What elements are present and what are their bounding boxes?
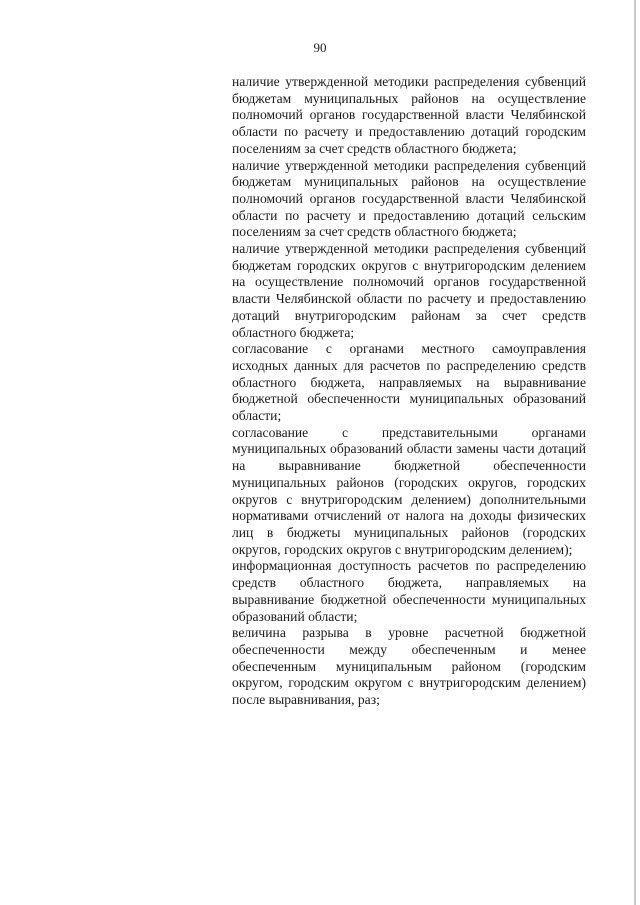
paragraph-4: согласование с органами местного самоуправления исходных данных для расчетов по распределению средств областного бюджета, направляемых на выравнивание бюджетной обеспеченности муниципальных образований области;	[232, 341, 586, 424]
paragraph-7: величина разрыва в уровне расчетной бюджетной обеспеченности между обеспеченным и менее обеспеченным муниципальным районом (городским округом, городским округом с внутригородским делением) после выравнивания, раз;	[232, 625, 586, 708]
document-body	[232, 74, 586, 709]
paragraph-6: информационная доступность расчетов по распределению средств областного бюджета, направляемых на выравнивание бюджетной обеспеченности муниципальных образований области;	[232, 558, 586, 624]
page-number: 90	[313, 40, 327, 55]
paragraph-2: наличие утвержденной методики распределения субвенций бюджетам муниципальных районов на осуществление полномочий органов государственной власти Челябинской области по расчету и предоставлению дотаций сельским поселениям за счет средств областного бюджета;	[232, 157, 586, 240]
paragraph-1: наличие утвержденной методики распределения субвенций бюджетам муниципальных районов на осуществление полномочий органов государственной власти Челябинской области по расчету и предоставлению дотаций городским поселениям за счет средств областного бюджета;	[232, 74, 586, 156]
page-edge	[634, 0, 636, 905]
paragraph-5: согласование с представительными органами муниципальных образований области замены части дотаций на выравнивание бюджетной обеспеченности муниципальных районов (городских округов, городских округов с внутригородским делением) дополнительными нормативами отчислений от налога на доходы физических лиц в бюджеты муниципальных районов (городских округов, городских округов с внутригородским делением);	[232, 424, 586, 557]
paragraph-3: наличие утвержденной методики распределения субвенций бюджетам городских округов с внутригородским делением на осуществление полномочий органов государственной власти Челябинской области по расчету и предоставлению дотаций внутригородским районам за счет средств областного бюджета;	[232, 241, 586, 340]
